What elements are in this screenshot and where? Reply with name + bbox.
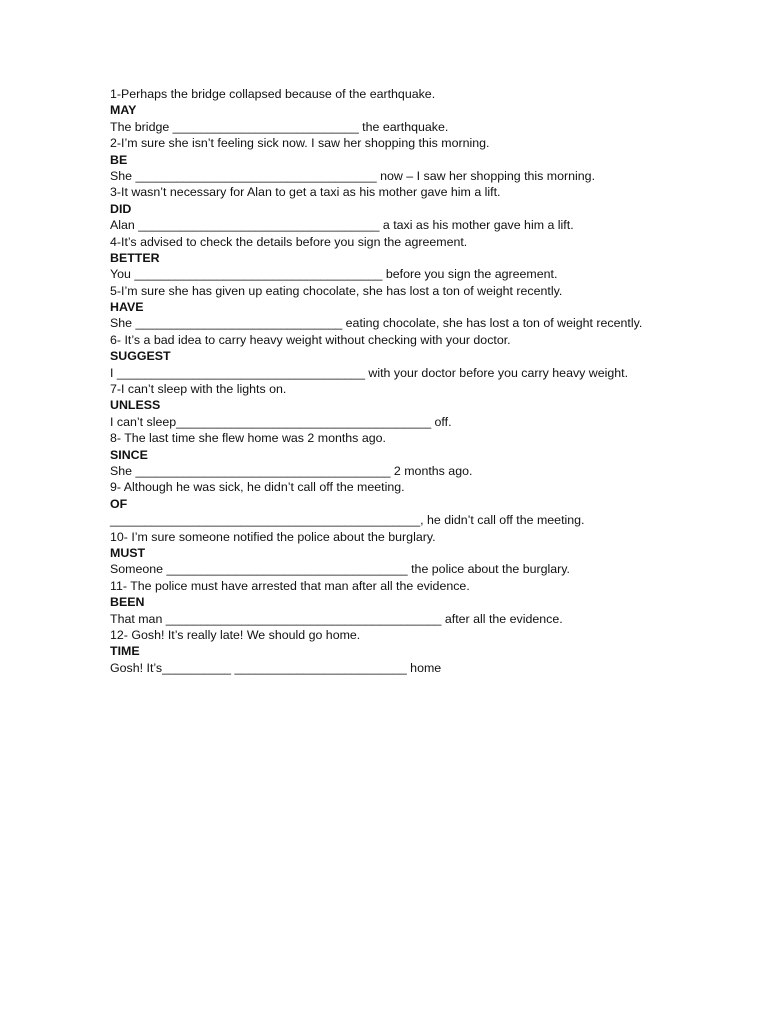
exercise-keyword: UNLESS <box>110 398 161 413</box>
exercise-prompt: 3-It wasn’t necessary for Alan to get a taxi as his mother gave him a lift. <box>110 185 501 200</box>
exercise-prompt: 12- Gosh! It’s really late! We should go home. <box>110 627 361 642</box>
exercise-keyword: BEEN <box>110 595 145 610</box>
exercise-prompt: 8- The last time she flew home was 2 months ago. <box>110 431 386 446</box>
exercise-prompt: 4-It’s advised to check the details before you sign the agreement. <box>110 234 468 249</box>
exercise-answer-line: She ______________________________ eating chocolate, she has lost a ton of weight recently. <box>110 316 643 331</box>
exercise-item <box>110 332 670 381</box>
exercise-prompt: 6- It’s a bad idea to carry heavy weight without checking with your doctor. <box>110 332 511 347</box>
exercise-item <box>110 135 670 184</box>
exercise-answer-line: She _____________________________________ 2 months ago. <box>110 463 473 478</box>
exercise-sheet <box>110 86 670 676</box>
exercise-item <box>110 283 670 332</box>
exercise-item <box>110 184 670 233</box>
exercise-answer-line: _____________________________________________, he didn’t call off the meeting. <box>110 513 585 528</box>
exercise-keyword: SUGGEST <box>110 349 171 364</box>
exercise-prompt: 7-I can’t sleep with the lights on. <box>110 382 287 397</box>
exercise-item <box>110 479 670 528</box>
exercise-item <box>110 578 670 627</box>
exercise-keyword: BE <box>110 152 128 167</box>
exercise-item <box>110 430 670 479</box>
exercise-answer-line: Alan ___________________________________ a taxi as his mother gave him a lift. <box>110 218 574 233</box>
exercise-answer-line: Gosh! It’s__________ _________________________ home <box>110 660 442 675</box>
exercise-item <box>110 86 670 135</box>
exercise-keyword: OF <box>110 496 128 511</box>
exercise-answer-line: You ____________________________________ before you sign the agreement. <box>110 267 558 282</box>
exercise-prompt: 1-Perhaps the bridge collapsed because of the earthquake. <box>110 87 436 101</box>
exercise-answer-line: The bridge ___________________________ the earthquake. <box>110 119 449 134</box>
exercise-keyword: TIME <box>110 644 140 659</box>
exercise-answer-line: She ___________________________________ now – I saw her shopping this morning. <box>110 168 596 183</box>
exercise-prompt: 9- Although he was sick, he didn’t call off the meeting. <box>110 480 405 495</box>
exercise-keyword: SINCE <box>110 447 148 462</box>
exercise-keyword: HAVE <box>110 300 144 315</box>
exercise-item <box>110 381 670 430</box>
exercise-item <box>110 234 670 283</box>
exercise-item <box>110 627 670 676</box>
exercise-keyword: BETTER <box>110 250 160 265</box>
exercise-prompt: 10- I’m sure someone notified the police about the burglary. <box>110 529 436 544</box>
exercise-item <box>110 529 670 578</box>
exercise-keyword: MAY <box>110 103 137 118</box>
exercise-prompt: 2-I’m sure she isn’t feeling sick now. I saw her shopping this morning. <box>110 136 490 151</box>
exercise-keyword: MUST <box>110 545 146 560</box>
exercise-prompt: 5-I’m sure she has given up eating chocolate, she has lost a ton of weight recently. <box>110 283 563 298</box>
exercise-prompt: 11- The police must have arrested that man after all the evidence. <box>110 578 470 593</box>
exercise-answer-line: That man ________________________________________ after all the evidence. <box>110 611 563 626</box>
exercise-answer-line: I can’t sleep_____________________________________ off. <box>110 414 452 429</box>
exercise-keyword: DID <box>110 201 132 216</box>
exercise-answer-line: I ____________________________________ with your doctor before you carry heavy weight. <box>110 365 629 380</box>
exercise-answer-line: Someone ___________________________________ the police about the burglary. <box>110 562 571 577</box>
